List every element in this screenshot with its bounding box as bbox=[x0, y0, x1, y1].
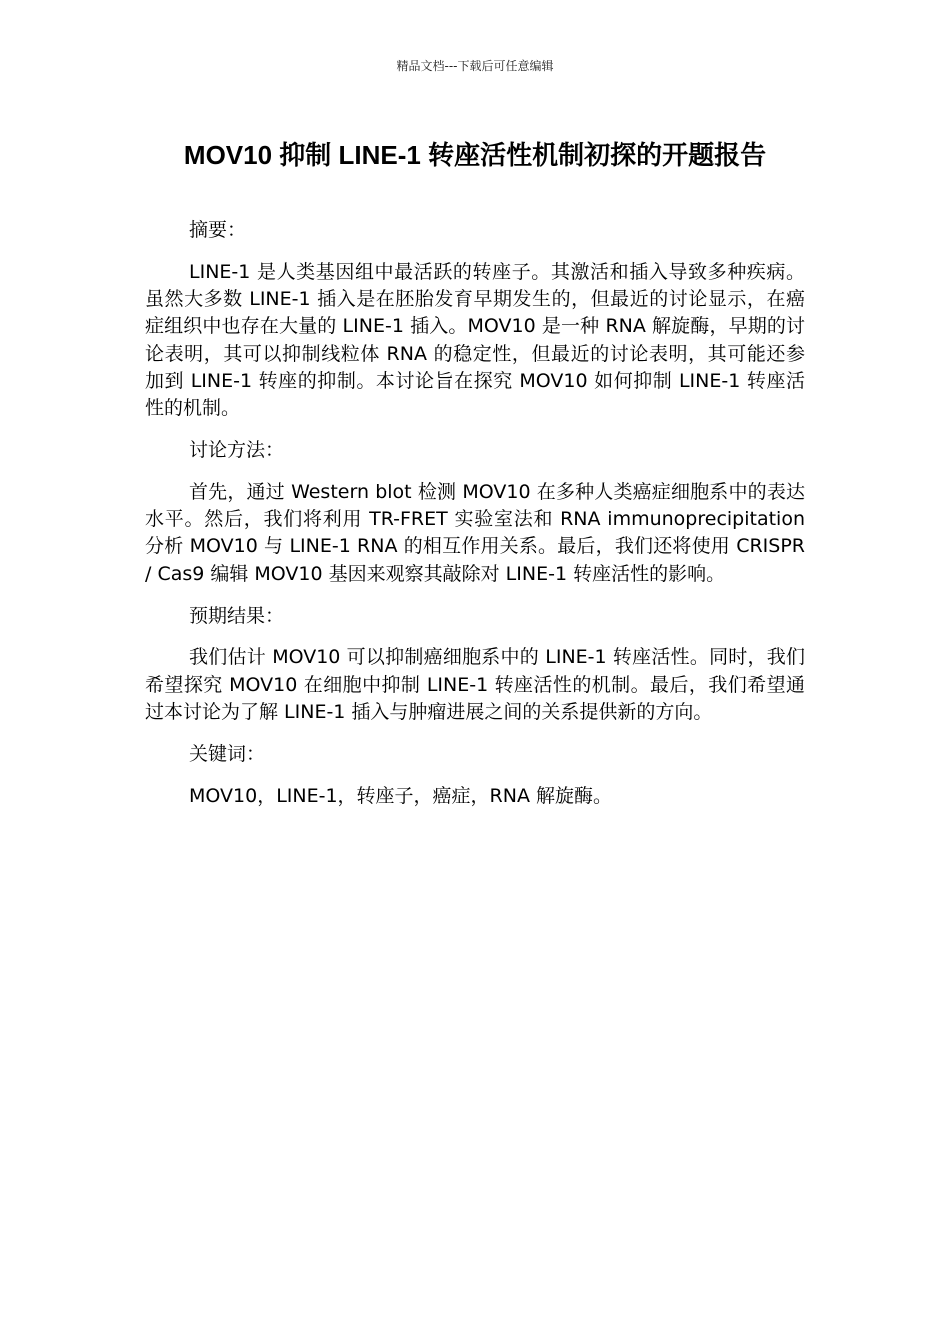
document-body bbox=[145, 217, 805, 824]
methods-heading: 讨论方法： bbox=[189, 439, 285, 462]
page-header-note: 精品文档---下载后可任意编辑 bbox=[396, 59, 554, 73]
document-title: MOV10 抑制 LINE-1 转座活性机制初探的开题报告 bbox=[183, 140, 767, 170]
results-paragraph: 我们估计 MOV10 可以抑制癌细胞系中的 LINE-1 转座活性。同时，我们希望探究 MOV10 在细胞中抑制 LINE-1 转座活性的机制。最后，我们希望通过本讨论为了解 LINE-1 插入与肿瘤进展之间的关系提供新的方向。 bbox=[145, 646, 805, 723]
keywords-paragraph: MOV10，LINE-1，转座子，癌症，RNA 解旋酶。 bbox=[189, 784, 612, 807]
methods-paragraph: 首先，通过 Western blot 检测 MOV10 在多种人类癌症细胞系中的表达水平。然后，我们将利用 TR-FRET 实验室法和 RNA immunoprecipitation 分析 MOV10 与 LINE-1 RNA 的相互作用关系。最后，我们还将使用 CRISPR / Cas9 编辑 MOV10 基因来观察其敲除对 LINE-1 转座活性的影响。 bbox=[145, 480, 806, 585]
abstract-heading: 摘要： bbox=[189, 219, 247, 241]
keywords-heading: 关键词： bbox=[189, 742, 266, 765]
results-heading: 预期结果： bbox=[189, 604, 285, 627]
abstract-paragraph: LINE-1 是人类基因组中最活跃的转座子。其激活和插入导致多种疾病。虽然大多数 LINE-1 插入是在胚胎发育早期发生的，但最近的讨论显示，在癌症组织中也存在大量的 LINE-1 插入。MOV10 是一种 RNA 解旋酶，早期的讨论表明，其可以抑制线粒体 RNA 的稳定性，但最近的讨论表明，其可能还参加到 LINE-1 转座的抑制。本讨论旨在探究 MOV10 如何抑制 LINE-1 转座活性的机制。 bbox=[145, 260, 805, 420]
